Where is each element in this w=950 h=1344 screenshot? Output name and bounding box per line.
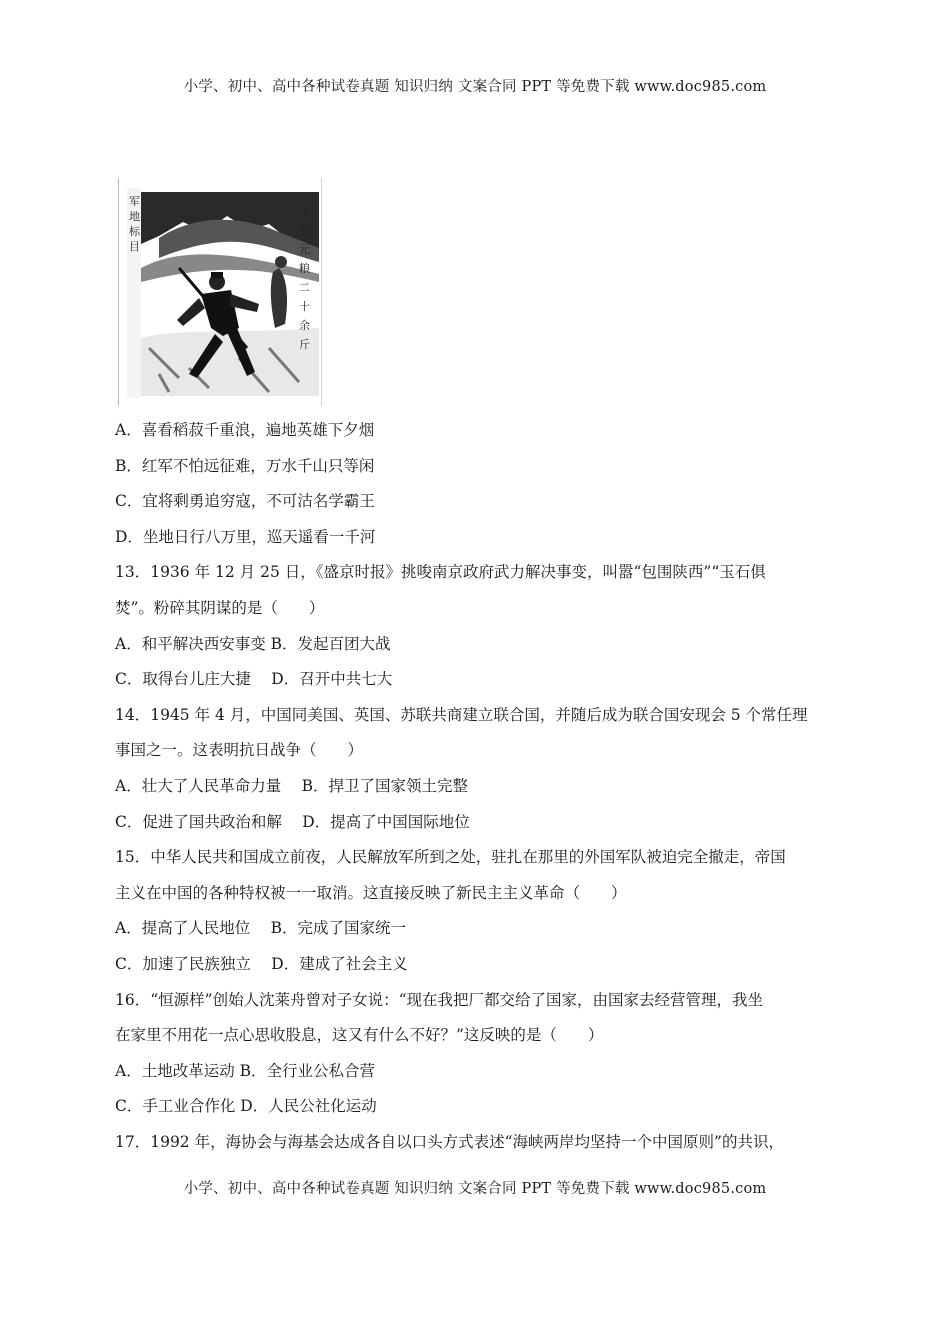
option-line: A．和平解决西安事变 B．发起百团大战 [115, 634, 391, 653]
option-line: C．促进了国共政治和解 D．提高了中国国际地位 [115, 812, 470, 831]
question-15-text-cont: 主义在中国的各种特权被一一取消。这直接反映了新民主主义革命（ ） [115, 883, 627, 902]
page-footer: 小学、初中、高中各种试卷真题 知识归纳 文案合同 PPT 等免费下载 www.doc985.com [183, 1181, 767, 1197]
question-17-text: 17．1992 年，海协会与海基会达成各自以口头方式表述“海峡两岸均坚持一个中国原则”的共识， [115, 1132, 784, 1151]
question-13-text-cont: 焚”。粉碎其阴谋的是（ ） [115, 598, 325, 617]
option-line: B．红军不怕远征难，万水千山只等闲 [115, 456, 375, 475]
option-line: A．提高了人民地位 B．完成了国家统一 [115, 919, 407, 938]
exam-questions [115, 418, 855, 1165]
page-header: 小学、初中、高中各种试卷真题 知识归纳 文案合同 PPT 等免费下载 www.doc985.com [183, 79, 767, 95]
option-line: C．宜将剩勇追穷寇，不可沽名学霸王 [115, 492, 375, 511]
question-16-text-cont: 在家里不用花一点心思收股息，这又有什么不好？”这反映的是（ ） [115, 1026, 604, 1045]
woodcut-image [119, 178, 321, 406]
question-15-text: 15．中华人民共和国成立前夜，人民解放军所到之处，驻扎在那里的外国军队被迫完全撤走，帝国 [115, 848, 786, 867]
option-line: A．壮大了人民革命力量 B．捍卫了国家领土完整 [115, 776, 469, 795]
woodcut-illustration [118, 178, 322, 406]
option-line: C．手工业合作化 D．人民公社化运动 [115, 1097, 377, 1116]
option-line: C．加速了民族独立 D．建成了社会主义 [115, 954, 408, 973]
figure-caption-right: 十五元粮二十余斤 [299, 205, 310, 351]
option-line: D．坐地日行八万里，巡天遥看一千河 [115, 527, 376, 546]
question-14-text-cont: 事国之一。这表明抗日战争（ ） [115, 741, 364, 760]
option-line: C．取得台儿庄大捷 D．召开中共七大 [115, 670, 393, 689]
question-13-text: 13．1936 年 12 月 25 日，《盛京时报》挑唆南京政府武力解决事变，叫嚣“包围陕西”“玉石俱 [115, 563, 766, 582]
question-14-text: 14．1945 年 4 月，中国同美国、英国、苏联共商建立联合国，并随后成为联合国安现会 5 个常任理 [115, 705, 808, 724]
option-line: A．土地改革运动 B．全行业公私合营 [115, 1061, 376, 1080]
figure-caption-left: 军地标目 [129, 195, 140, 253]
option-line: A．喜看稻菽千重浪，遍地英雄下夕烟 [115, 421, 375, 439]
question-16-text: 16．“恒源样”创始人沈莱舟曾对子女说：“现在我把厂都交给了国家，由国家去经营管理，我坐 [115, 990, 763, 1009]
